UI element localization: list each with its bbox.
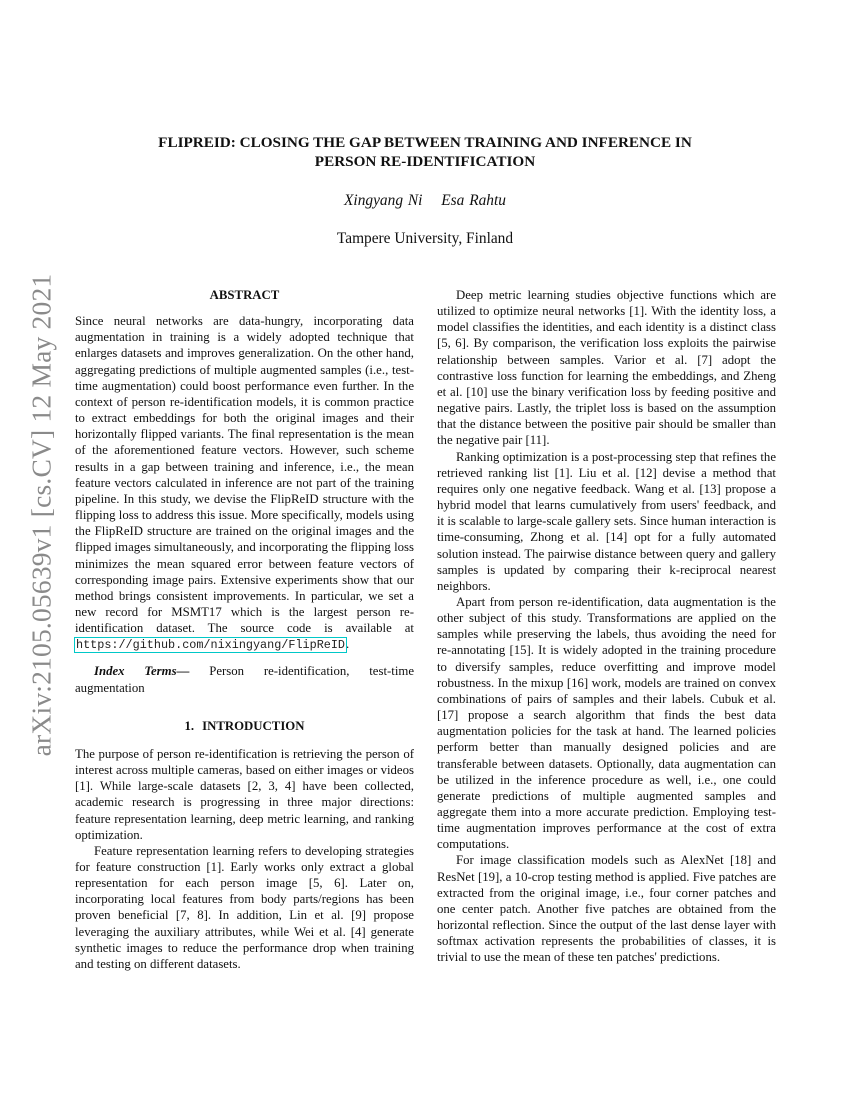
title-line-1: FLIPREID: CLOSING THE GAP BETWEEN TRAINING AND INFERENCE IN	[158, 134, 692, 151]
arxiv-side-stamp	[20, 273, 62, 757]
paper-title	[80, 133, 770, 171]
intro-paragraph: Feature representation learning refers to developing strategies for feature construction [1]. Early works only extract a global representation for each person image [5, 6]. Later on, incorporating local features from body parts/regions has been proven beneficial [7, 8]. In addition, Lin et al. [9] propose leveraging the auxiliary attributes, while Wei et al. [4] generate synthetic images to reduce the performance drop when training and testing on different datasets.	[75, 843, 414, 971]
abstract-text: Since neural networks are data-hungry, incorporating data augmentation in training is a widely adopted technique that enlarges datasets and improves generalization. On the other hand, aggregating predictions of multiple augmented samples (i.e., test-time augmentation) could boost performance even further. In the context of person re-identification models, it is common practice to extract embeddings for both the original images and their horizontally flipped variants. The final representation is the mean of the aforementioned feature vectors. However, such scheme results in a gap between training and inference, i.e., the mean feature vectors calculated in inference are not part of the training pipeline. In this study, we devise the FlipReID structure with the flipping loss to address this issue. More specifically, models using the FlipReID structure are trained on the original images and the flipped images simultaneously, and incorporating the flipping loss minimizes the mean squared error between feature vectors of corresponding image pairs. Extensive experiments show that our method brings consistent improvements. In particular, we set a new record for MSMT17 which is the largest person re-identification dataset. The source code is available at	[75, 314, 414, 636]
affiliation: Tampere University, Finland	[336, 230, 514, 247]
section-title: INTRODUCTION	[202, 718, 305, 733]
body-paragraph: Deep metric learning studies objective functions which are utilized to optimize neural networks [1]. With the identity loss, a model classifies the identities, and each identity is a distinct class [5, 6]. By comparison, the verification loss exploits the pairwise relationship between samples. Varior et al. [7] adopt the contrastive loss function for learning the embeddings, and Zheng et al. [10] use the binary verification loss by feeding positive and negative pairs. Lastly, the triplet loss is based on the assumption that the distance between the positive pair should be smaller than the negative pair [11].	[437, 288, 776, 448]
body-paragraph: Ranking optimization is a post-processing step that refines the retrieved ranking list [1]. Liu et al. [12] devise a method that requires only one negative feedback. Wang et al. [13] propose a hybrid model that learns cumulatively from users' feedback, and it is scalable to large-scale gallery sets. Since human interaction is time-consuming, Zhong et al. [14] opt for a fully automated solution instead. The pairwise distance between query and gallery samples is updated by comparing their k-reciprocal nearest neighbors.	[437, 449, 776, 593]
index-terms	[75, 663, 414, 695]
author-name: Esa Rahtu	[441, 192, 506, 209]
section-number: 1.	[184, 718, 195, 733]
author-list	[80, 192, 770, 210]
abstract-url-tail: .	[346, 637, 350, 652]
left-column	[75, 287, 414, 972]
index-terms-text: Person re-identification, test-time augmentation	[75, 664, 415, 695]
author-name: Xingyang Ni	[344, 192, 423, 209]
source-code-link[interactable]: https://github.com/nixingyang/FlipReID	[76, 638, 346, 653]
right-column	[437, 287, 776, 966]
abstract-heading: ABSTRACT	[209, 288, 280, 302]
arxiv-identifier: arXiv:2105.05639v1 [cs.CV] 12 May 2021	[25, 273, 56, 757]
index-terms-label: Index Terms—	[94, 664, 190, 679]
title-line-2: PERSON RE-IDENTIFICATION	[314, 153, 536, 170]
intro-paragraph: The purpose of person re-identification is retrieving the person of interest across multiple cameras, based on either images or videos [1]. While large-scale datasets [2, 3, 4] have been collected, academic research is progressing in three major directions: feature representation learning, deep metric learning, and ranking optimization.	[75, 746, 414, 842]
section-heading-introduction	[75, 718, 414, 734]
body-paragraph: For image classification models such as AlexNet [18] and ResNet [19], a 10-crop testing method is applied. Five patches are extracted from the original image, i.e., four corner patches and one center patch. Another five patches are obtained from the horizontal reflection. Since the output of the last dense layer with softmax activation represents the probabilities of classes, it is trivial to use the mean of these ten patches' predictions.	[437, 853, 776, 965]
body-paragraph: Apart from person re-identification, data augmentation is the other subject of this study. Transformations are applied on the samples while preserving the labels, thus avoiding the need for re-annotating [15]. It is widely adopted in the training procedure to diversify samples, reduce overfitting and improve model robustness. In the mixup [16] work, models are trained on convex combinations of pairs of samples and their labels. Cubuk et al. [17] propose a search algorithm that finds the best data augmentation policies for the task at hand. The learned policies perform better than manually designed policies and are transferable between datasets. Optionally, data augmentation can be utilized in the inference procedure as well, i.e., one could generate predictions of multiple augmented samples and aggregate them into a more accurate prediction. Employing test-time augmentation improves performance at the cost of extra computations.	[437, 594, 776, 852]
abstract-body	[75, 313, 414, 653]
